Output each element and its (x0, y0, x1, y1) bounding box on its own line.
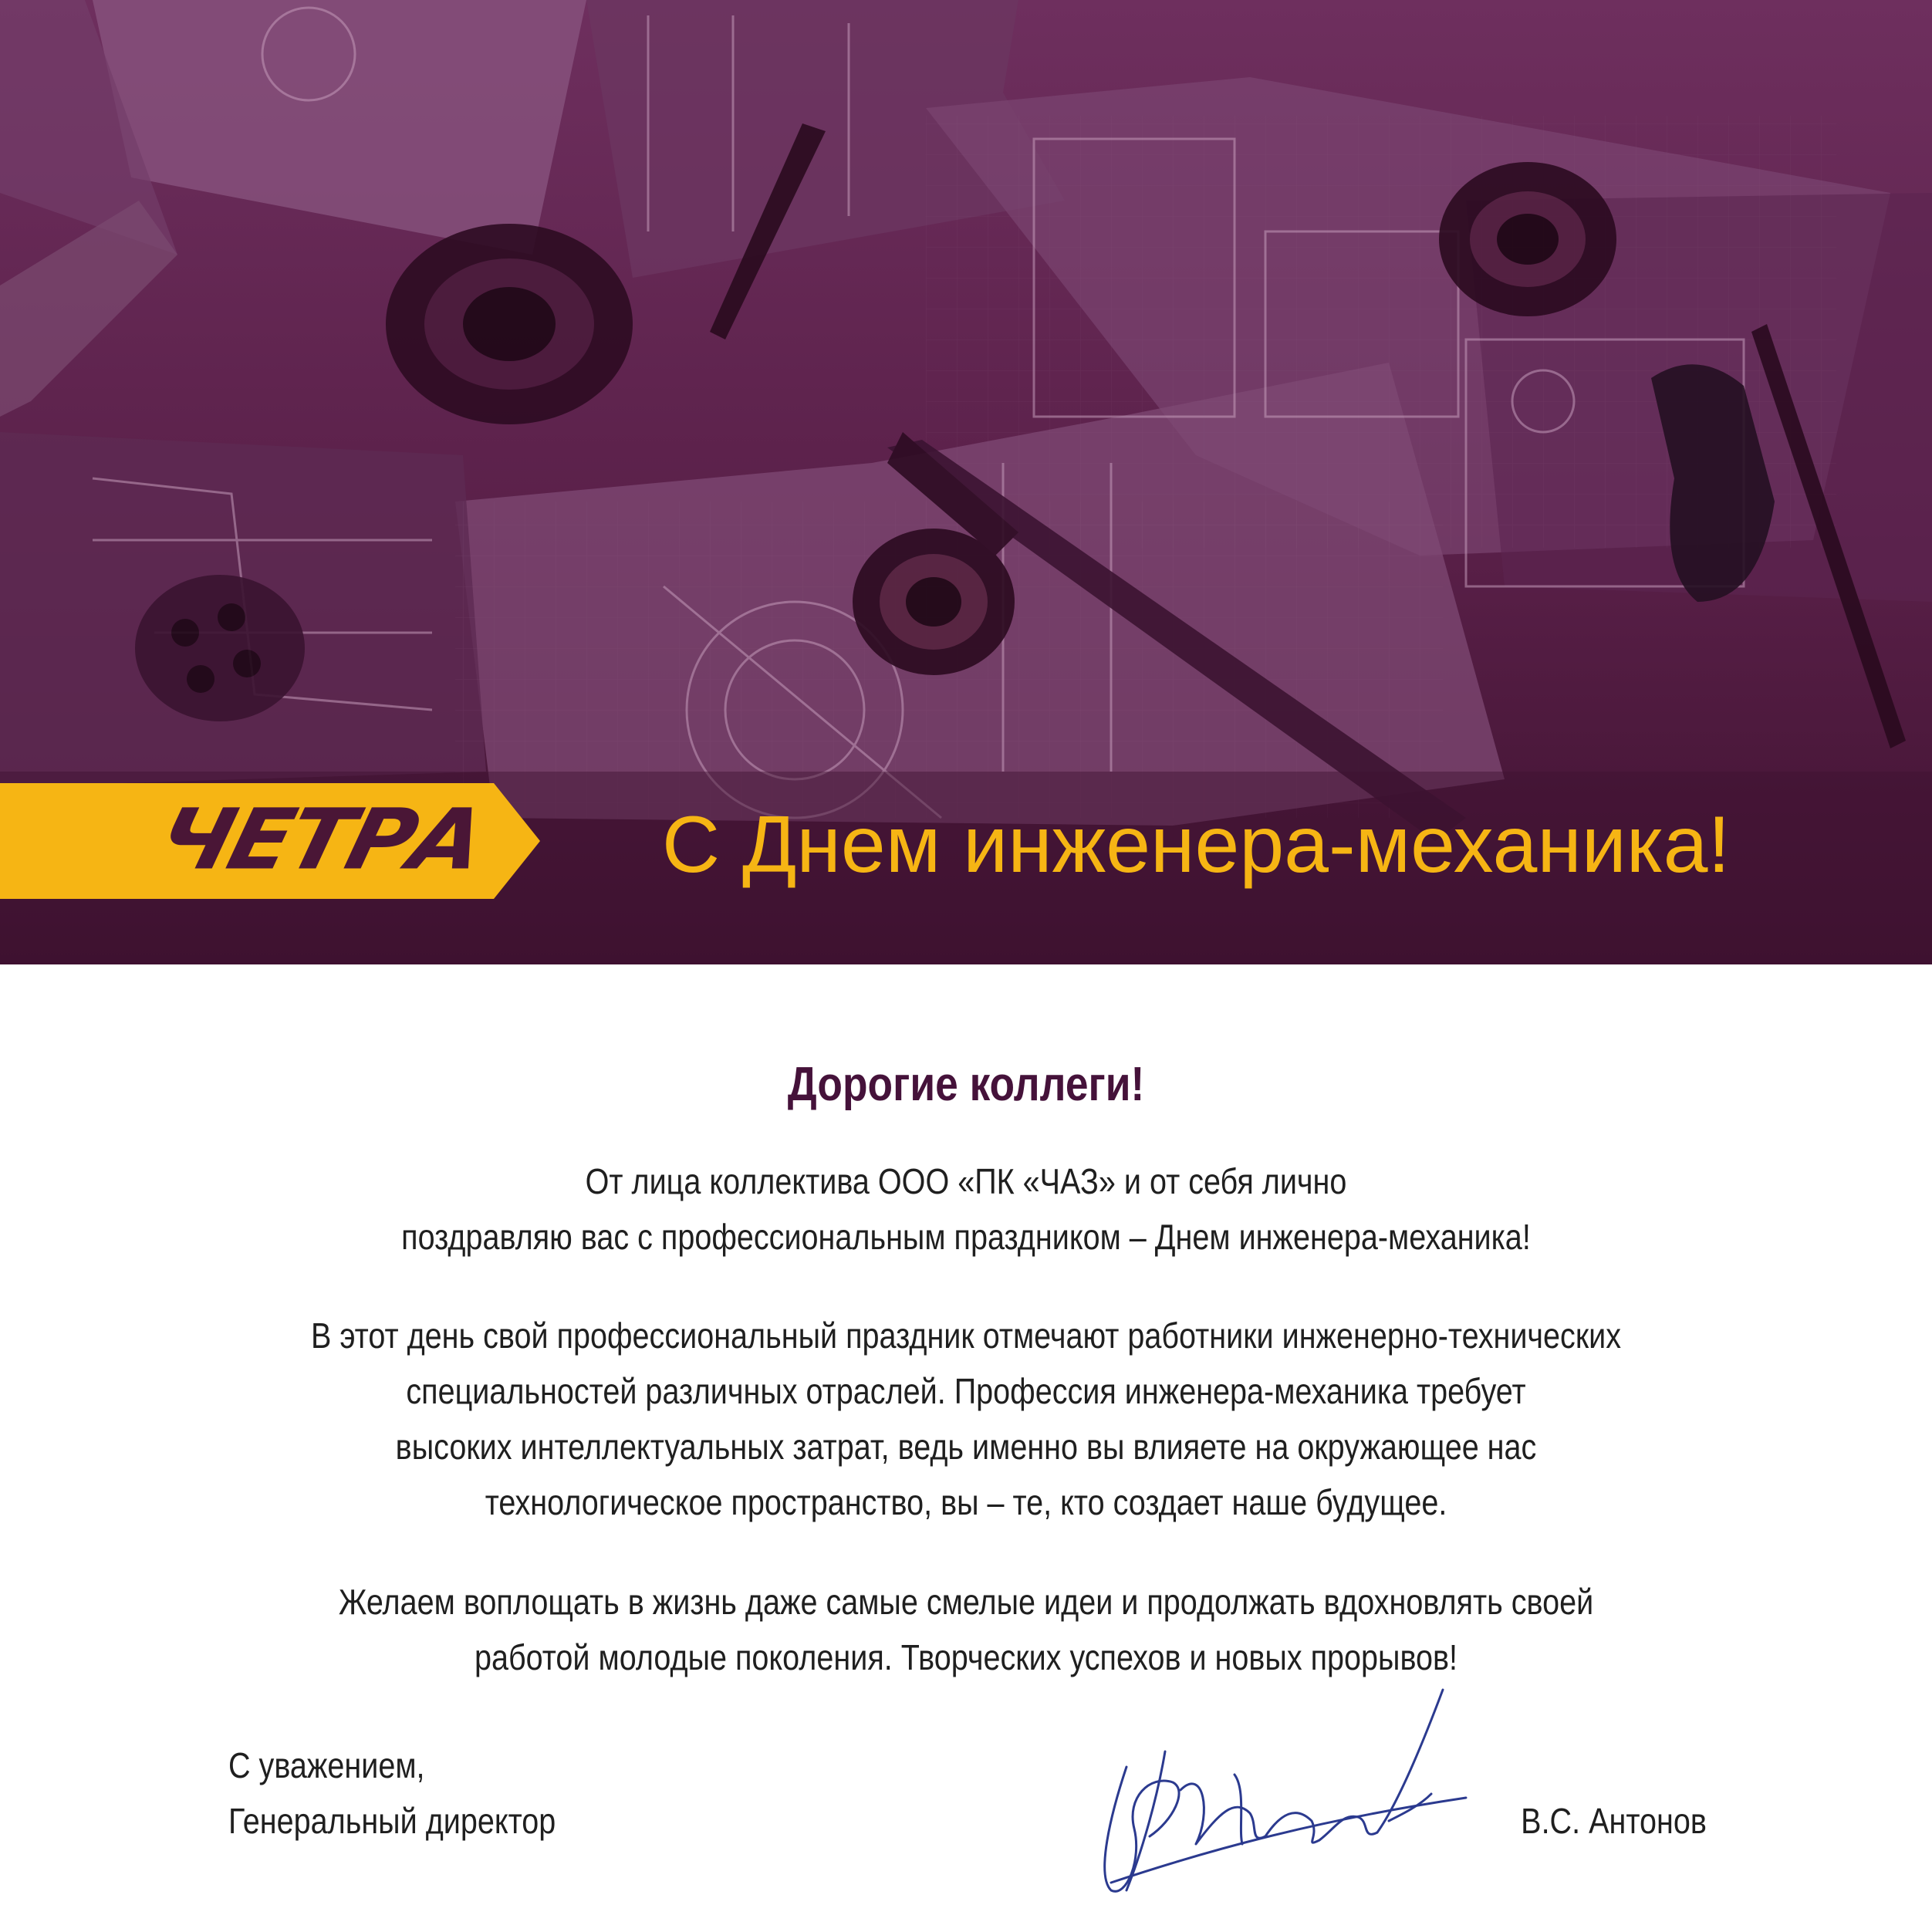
signer-name: В.С. Антонов (1521, 1801, 1707, 1841)
greeting-heading: Дорогие коллеги! (787, 1058, 1145, 1111)
paragraph-line: высоких интеллектуальных затрат, ведь именно вы влияете на окружающее нас (395, 1427, 1537, 1467)
paragraph-congratulation (0, 1153, 1932, 1265)
header-banner (0, 0, 1932, 964)
closing-position: Генеральный директор (228, 1801, 556, 1841)
paragraph-profession (0, 1308, 1932, 1530)
paragraph-line: специальностей различных отраслей. Профессия инженера-механика требует (406, 1371, 1526, 1411)
paragraph-line: В этот день свой профессиональный праздник отмечают работники инженерно-технических (310, 1316, 1622, 1356)
banner-headline: С Днем инженера-механика! (662, 799, 1731, 890)
handwritten-signature (1080, 1659, 1481, 1913)
paragraph-line: Желаем воплощать в жизнь даже самые смелые идеи и продолжать вдохновлять своей (338, 1582, 1594, 1622)
paragraph-line: поздравляю вас с профессиональным праздником – Днем инженера-механика! (401, 1217, 1531, 1257)
closing-regards: С уважением, (228, 1745, 425, 1785)
paragraph-wishes (0, 1574, 1932, 1685)
paragraph-line: технологическое пространство, вы – те, кто создает наше будущее. (485, 1482, 1447, 1522)
chetra-logo: ЧЕТРА (148, 790, 492, 889)
closing-block (228, 1738, 556, 1849)
paragraph-line: От лица коллектива ООО «ПК «ЧАЗ» и от себя лично (585, 1161, 1347, 1201)
paragraph-line: работой молодые поколения. Творческих успехов и новых прорывов! (474, 1637, 1458, 1677)
